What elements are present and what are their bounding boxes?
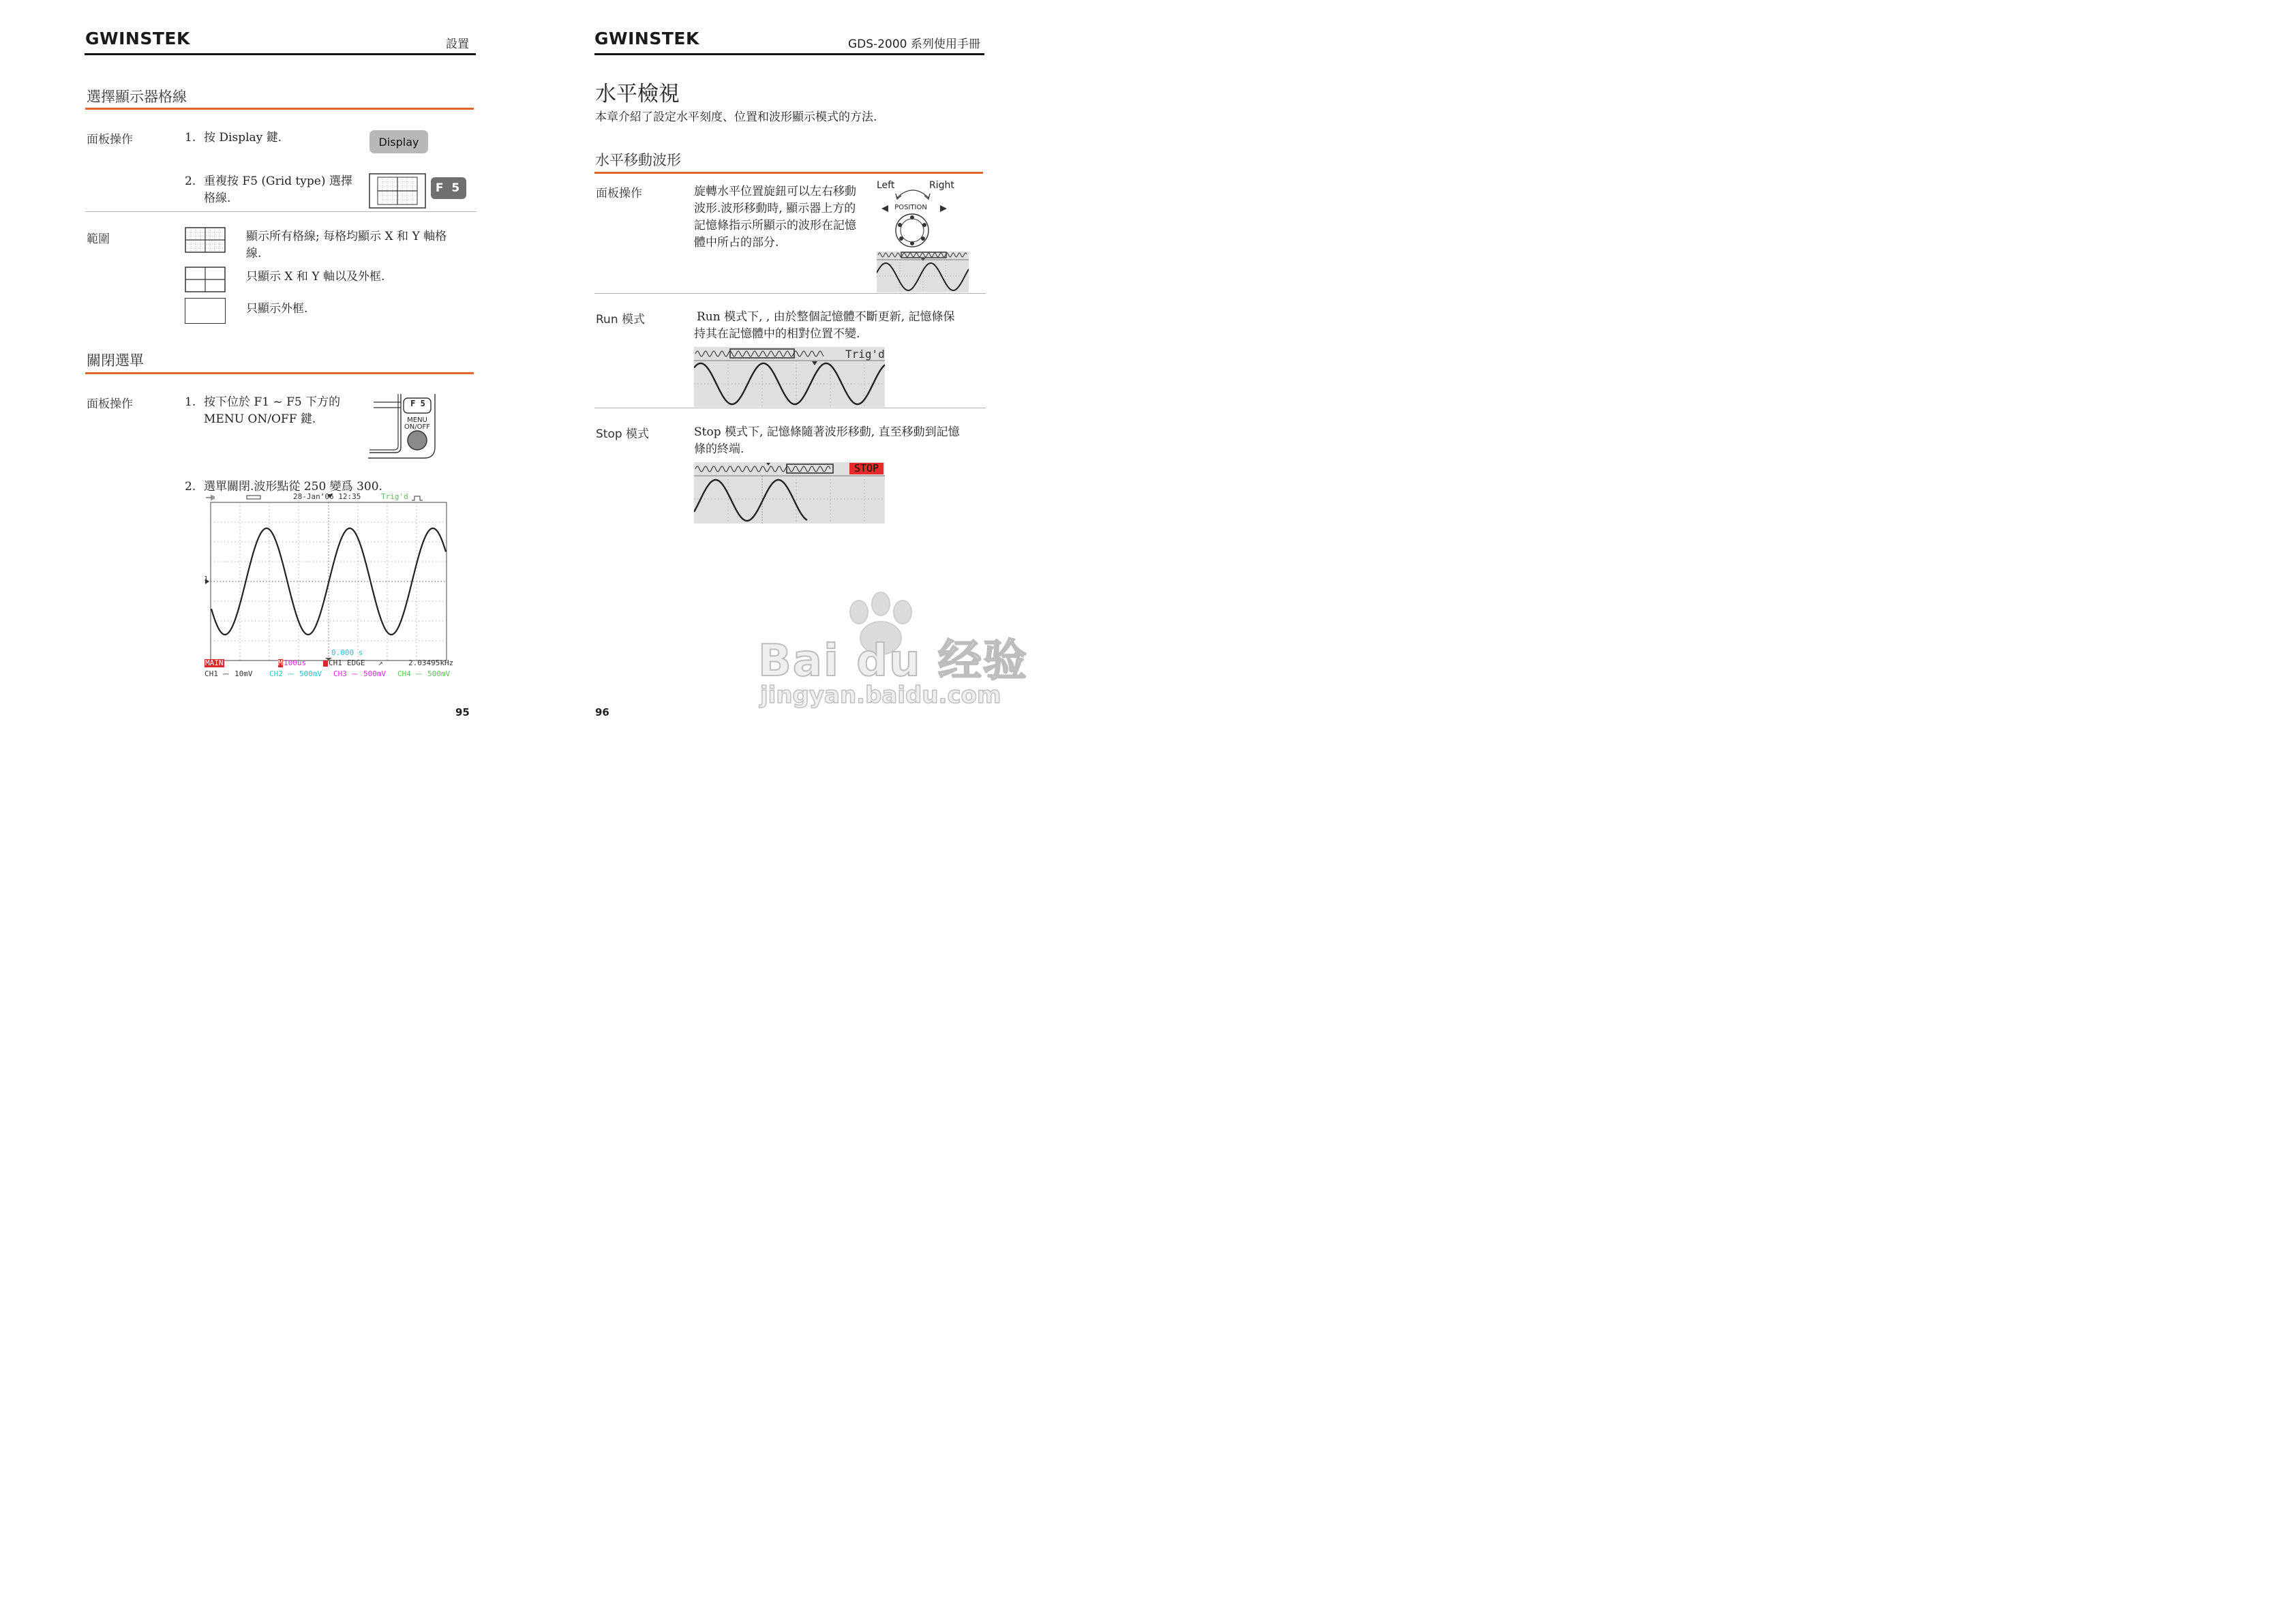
section-title-move: 水平移動波形 <box>595 152 681 168</box>
step2-text-line2: 格線. <box>204 192 231 205</box>
section-title-menu: 關閉選單 <box>87 352 144 369</box>
page-number-right: 96 <box>595 706 609 718</box>
trigger-slope-icon <box>412 496 423 500</box>
panel-op-label: 面板操作 <box>87 133 133 147</box>
logo-right: GWINSTEK <box>594 29 699 48</box>
stop-desc-line1: Stop 模式下, 記憶條隨著波形移動, 直至移動到記憶 <box>694 425 960 439</box>
scope-ch4-coupling-icon: ⎓ <box>416 669 422 678</box>
display-button[interactable]: Display <box>369 130 428 153</box>
step1-text: 按 Display 鍵. <box>204 131 282 145</box>
scope-trig-status: Trig'd <box>381 492 408 501</box>
scope-ch1: CH1 <box>205 669 218 678</box>
divider <box>85 211 477 212</box>
header-rule-right <box>594 53 984 55</box>
range-item1-line1: 顯示所有格線; 每格均顯示 X 和 Y 軸格 <box>246 230 447 243</box>
move-desc-line1: 旋轉水平位置旋鈕可以左右移動 <box>694 185 856 198</box>
menu-key-label-line1: MENU <box>407 416 427 424</box>
step-number: 1. <box>185 131 196 145</box>
logo-left: GWINSTEK <box>85 29 190 48</box>
position-label: POSITION <box>894 204 927 211</box>
grid-axes-icon <box>185 267 226 292</box>
range-item2: 只顯示 X 和 Y 軸以及外框. <box>246 270 385 284</box>
scope-ch4-val: 500mV <box>427 669 451 678</box>
step-number: 2. <box>185 175 196 188</box>
move-desc-line2: 波形.波形移動時, 顯示器上方的 <box>694 202 856 215</box>
menu-on-off-button[interactable] <box>408 431 427 450</box>
grid-type-icon <box>369 173 426 209</box>
stop-desc-line2: 條的終端. <box>694 442 744 456</box>
scope-time-offset: 0.000 s <box>331 648 363 657</box>
stop-mode-label: Stop 模式 <box>596 427 650 441</box>
watermark-brand: Bai du 经验 <box>758 636 1028 686</box>
scope-ch3-val: 500mV <box>363 669 387 678</box>
range-item3: 只顯示外框. <box>246 302 308 316</box>
scope-main-label: MAIN <box>205 658 224 667</box>
ground-icon <box>206 495 214 500</box>
run-desc-line1: Run 模式下, , 由於整個記憶體不斷更新, 記憶條保 <box>697 310 955 324</box>
scope-waveform-svg <box>203 492 457 680</box>
step-number: 2. <box>185 480 196 494</box>
knob-left-label: Left <box>877 180 895 191</box>
header-manual-title: GDS-2000 系列使用手冊 <box>848 37 980 51</box>
scope-frequency: 2.03495kHz <box>408 658 454 667</box>
section-title-grid: 選擇顯示器格線 <box>87 89 187 105</box>
scope-ch1-val: 10mV <box>235 669 253 678</box>
menu-step1-line2: MENU ON/OFF 鍵. <box>204 412 316 426</box>
page-number-left: 95 <box>455 706 470 718</box>
memory-bar-icon <box>247 496 260 499</box>
stop-indicator: STOP <box>849 463 883 474</box>
f5-button[interactable]: F 5 <box>431 177 466 199</box>
step-number: 1. <box>185 395 196 409</box>
run-desc-line2: 持其在記憶體中的相對位置不變. <box>694 327 860 341</box>
section-rule <box>85 372 474 374</box>
scope-trig-ch: CH1 <box>329 658 342 667</box>
section-rule <box>85 108 474 110</box>
scope-ch2: CH2 <box>269 669 283 678</box>
menu-step2-text: 選單關閉.波形點從 250 變爲 300. <box>204 480 382 494</box>
move-desc-line3: 記憶條指示所顯示的波形在記憶 <box>694 219 856 232</box>
section-rule <box>594 172 983 174</box>
chapter-title: 水平檢視 <box>595 82 680 106</box>
grid-full-icon <box>185 227 226 253</box>
move-waveform <box>877 252 969 292</box>
header-rule-left <box>85 53 476 55</box>
divider <box>594 293 986 294</box>
left-arrow-icon <box>881 205 888 212</box>
scope-timebase: 100us <box>284 658 307 667</box>
scope-ch3-coupling-icon: ⎓ <box>352 669 358 678</box>
position-knob-illustration <box>881 183 946 251</box>
scope-trig-type: EDGE <box>347 658 365 667</box>
panel-op-label: 面板操作 <box>596 187 642 200</box>
scope-ch2-val: 500mV <box>299 669 322 678</box>
scope-ch1-coupling-icon: ⎓ <box>223 669 229 678</box>
right-arrow-icon <box>940 205 946 212</box>
move-desc-line4: 體中所占的部分. <box>694 236 779 249</box>
grid-frame-icon <box>185 298 226 324</box>
scope-screen <box>203 492 457 680</box>
scope-trig-source-marker <box>323 661 328 667</box>
range-label: 範圍 <box>87 232 110 246</box>
panel-op-label: 面板操作 <box>87 397 133 411</box>
scope-date: 28-Jan’06 12:35 <box>293 492 361 501</box>
f5-key-label: F 5 <box>410 399 425 408</box>
header-right-left: 設置 <box>446 37 469 51</box>
chapter-intro: 本章介紹了設定水平刻度、位置和波形顯示模式的方法. <box>595 110 877 124</box>
run-trig-label: Trig'd <box>845 348 885 361</box>
knob-right-label: Right <box>929 180 954 191</box>
scope-slope-icon: ↗ <box>378 658 383 667</box>
menu-key-label-line2: ON/OFF <box>404 423 431 431</box>
range-item1-line2: 線. <box>246 247 262 260</box>
scope-ch3: CH3 <box>333 669 347 678</box>
scope-ch-marker: 1 <box>204 575 209 583</box>
watermark-url: jingyan.baidu.com <box>760 682 1001 709</box>
scope-ch2-coupling-icon: ⎓ <box>288 669 294 678</box>
menu-step1-line1: 按下位於 F1 ~ F5 下方的 <box>204 395 341 409</box>
menu-key-label <box>401 417 434 431</box>
scope-m-label: M <box>278 658 283 667</box>
run-mode-label: Run 模式 <box>596 313 646 327</box>
scope-ch4: CH4 <box>397 669 411 678</box>
step2-text-line1: 重複按 F5 (Grid type) 選擇 <box>204 175 352 188</box>
